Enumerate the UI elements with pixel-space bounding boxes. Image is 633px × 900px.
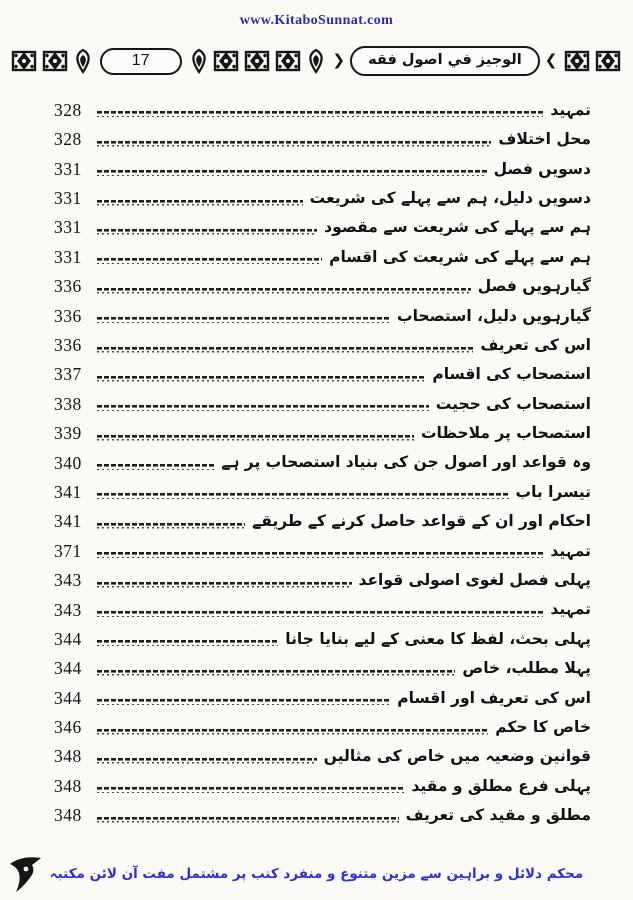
toc-row xyxy=(40,150,593,179)
toc-row xyxy=(40,767,593,796)
toc-row xyxy=(40,796,593,825)
toc-page-number: 343 xyxy=(54,599,82,620)
toc-page-number: 338 xyxy=(54,393,82,414)
toc-entry-title: گیارہویں دلیل، استصحاب xyxy=(397,306,591,325)
toc-entry-title: پہلی بحث، لفظ کا معنی کے لیے بنایا جانا xyxy=(285,629,591,648)
toc-page-number: 348 xyxy=(54,805,82,826)
dotted-leader xyxy=(97,258,322,264)
dotted-leader xyxy=(97,670,455,676)
toc-entry-title: اس کی تعریف xyxy=(480,335,591,354)
dotted-leader xyxy=(97,317,390,323)
toc-row xyxy=(40,326,593,355)
toc-page-number: 331 xyxy=(54,188,82,209)
toc-row xyxy=(40,591,593,620)
toc-entry-title: پہلی فرع مطلق و مقید xyxy=(411,776,591,795)
toc-entry-title: استصحاب کی اقسام xyxy=(432,365,591,384)
ornament-square-icon xyxy=(595,47,622,75)
ornament-square-icon xyxy=(11,47,38,75)
toc-row xyxy=(40,444,593,473)
toc-row xyxy=(40,502,593,531)
toc-row xyxy=(40,561,593,590)
toc-entry-title: پہلا مطلب، خاص xyxy=(462,659,591,678)
dotted-leader xyxy=(97,552,543,558)
chevron-left-icon: ❯ xyxy=(332,51,346,70)
toc-page-number: 337 xyxy=(54,364,82,385)
toc-row xyxy=(40,209,593,238)
dotted-leader xyxy=(97,699,390,705)
dotted-leader xyxy=(97,493,509,499)
toc-page-number: 344 xyxy=(54,687,82,708)
dotted-leader xyxy=(97,464,214,470)
toc-entry-title: گیارہویں فصل xyxy=(477,277,591,296)
ornament-square-icon xyxy=(42,47,69,75)
dotted-leader xyxy=(97,200,303,206)
toc-page-number: 343 xyxy=(54,570,82,591)
toc-row xyxy=(40,120,593,149)
toc-row xyxy=(40,708,593,737)
toc-row xyxy=(40,473,593,502)
toc-row xyxy=(40,679,593,708)
dotted-leader xyxy=(97,229,317,235)
dotted-leader xyxy=(97,170,487,176)
toc-page-number: 331 xyxy=(54,246,82,267)
book-title-cartouche xyxy=(333,46,558,76)
dotted-leader xyxy=(97,376,425,382)
dotted-leader xyxy=(97,111,543,117)
dotted-leader xyxy=(97,405,429,411)
toc-page-number: 336 xyxy=(54,335,82,356)
toc-entry-title: پہلی فصل لغوی اصولی قواعد xyxy=(358,571,591,590)
toc-entry-title: ہم سے پہلے کی شریعت سے مقصود xyxy=(324,218,591,237)
dotted-leader xyxy=(97,611,543,617)
toc-entry-title: خاص کا حکم xyxy=(495,718,591,736)
dotted-leader xyxy=(97,141,491,147)
ornament-heart-icon xyxy=(189,47,209,75)
toc-entry-title: تمہید xyxy=(550,100,591,119)
dotted-leader xyxy=(97,787,404,793)
toc-page-number: 339 xyxy=(54,423,82,444)
website-url: www.KitaboSunnat.com xyxy=(239,13,394,28)
toc-page-number: 340 xyxy=(54,452,82,473)
toc-page-number: 336 xyxy=(54,305,82,326)
ornament-square-icon xyxy=(244,47,271,75)
toc-entry-title: استصحاب کی حجیت xyxy=(435,394,591,413)
toc-page-number: 328 xyxy=(54,129,82,150)
header-ornament-band xyxy=(40,40,593,82)
toc-row xyxy=(40,267,593,296)
toc-row xyxy=(40,91,593,120)
toc-entry-title: وہ قواعد اور اصول جن کی بنیاد استصحاب پر ہے xyxy=(221,453,591,472)
toc-page-number: 344 xyxy=(54,628,82,649)
dotted-leader xyxy=(97,729,488,735)
dotted-leader xyxy=(97,435,414,441)
toc-entry-title: احکام اور ان کے قواعد حاصل کرنے کے طریقے xyxy=(252,512,591,531)
toc-row xyxy=(40,414,593,443)
toc-entry-title: تمہید xyxy=(550,600,591,619)
toc-entry-title: محل اختلاف xyxy=(498,130,591,149)
toc-page-number: 336 xyxy=(54,276,82,297)
toc-entry-title: تمہید xyxy=(550,541,591,560)
toc-page-number: 348 xyxy=(54,775,82,796)
toc-row xyxy=(40,532,593,561)
footer-tagline: محکم دلائل و براہین سے مزین متنوع و منفرد کتب پر مشتمل مفت آن لائن مکتبہ xyxy=(49,866,584,882)
toc-page-number: 348 xyxy=(54,746,82,767)
toc-page-number: 371 xyxy=(54,540,82,561)
dotted-leader xyxy=(97,523,245,529)
toc-entry-title: قوانین وضعیہ میں خاص کی مثالیں xyxy=(323,747,591,766)
toc-row xyxy=(40,385,593,414)
toc-row xyxy=(40,649,593,678)
toc-entry-title: دسویں فصل xyxy=(493,159,591,178)
dotted-leader xyxy=(97,758,317,764)
toc-page-number: 331 xyxy=(54,217,82,238)
dotted-leader xyxy=(97,640,278,646)
ornament-square-icon xyxy=(275,47,302,75)
ornament-square-icon xyxy=(213,47,240,75)
toc-page-number: 344 xyxy=(54,658,82,679)
chevron-right-icon: ❮ xyxy=(544,51,558,70)
book-title: الوجيز في اصول فقه xyxy=(350,46,540,76)
toc-page-number: 328 xyxy=(54,99,82,120)
toc-entry-title: مطلق و مقید کی تعریف xyxy=(405,806,591,825)
dotted-leader xyxy=(97,347,473,353)
toc-entry-title: دسویں دلیل، ہم سے پہلے کی شریعت xyxy=(309,188,591,207)
toc-entry-title: اس کی تعریف اور اقسام xyxy=(397,688,591,707)
dotted-leader xyxy=(97,582,352,588)
toc-page-number: 341 xyxy=(54,511,82,532)
page-number-badge: 17 xyxy=(100,48,182,75)
toc-page-number: 341 xyxy=(54,481,82,502)
toc-row xyxy=(40,297,593,326)
toc-list xyxy=(40,91,593,826)
toc-entry-title: تیسرا باب xyxy=(515,482,591,501)
toc-row xyxy=(40,620,593,649)
toc-row xyxy=(40,238,593,267)
toc-entry-title: استصحاب پر ملاحظات xyxy=(420,424,591,443)
toc-row xyxy=(40,738,593,767)
dotted-leader xyxy=(97,288,471,294)
toc-row xyxy=(40,356,593,385)
toc-entry-title: ہم سے پہلے کی شریعت کی اقسام xyxy=(329,247,591,266)
ornament-heart-icon xyxy=(73,47,93,75)
dotted-leader xyxy=(97,817,399,823)
ornament-square-icon xyxy=(564,47,591,75)
ornament-heart-icon xyxy=(306,47,326,75)
toc-page-number: 346 xyxy=(54,717,82,738)
toc-row xyxy=(40,179,593,208)
toc-page-number: 331 xyxy=(54,158,82,179)
